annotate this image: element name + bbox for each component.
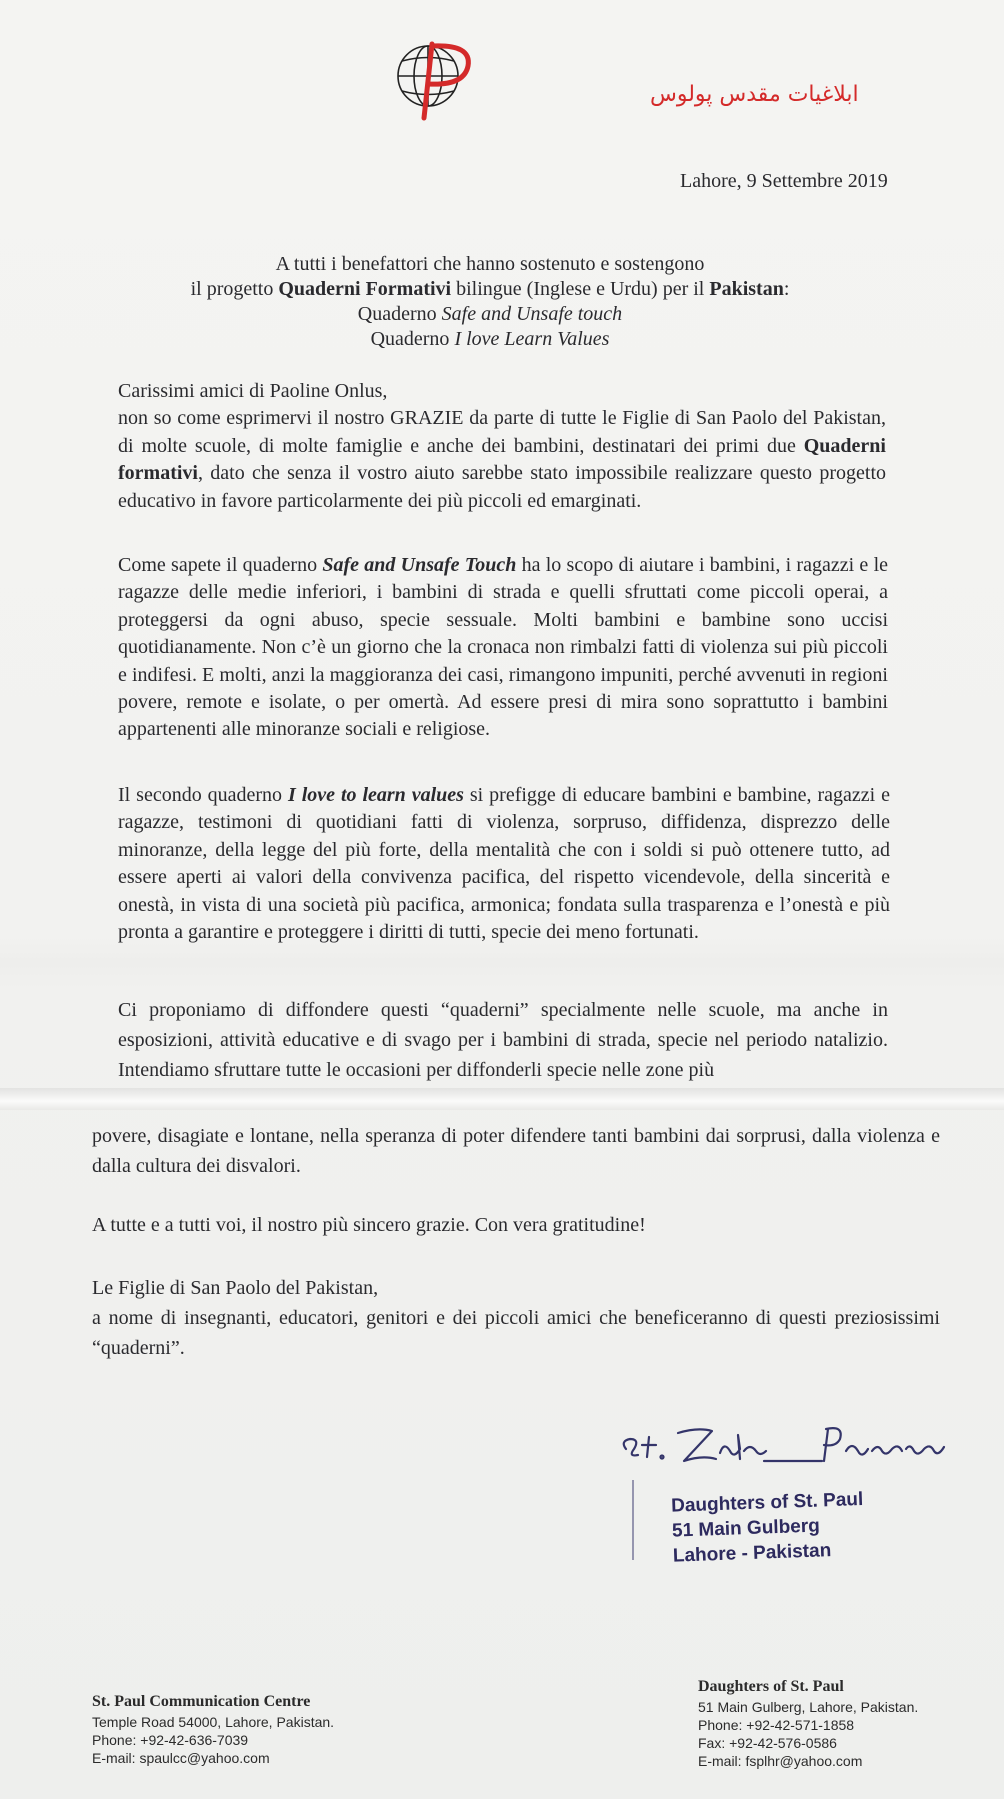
organization-stamp <box>671 1486 883 1568</box>
booklet-title: Safe and Unsafe touch <box>441 303 623 325</box>
paragraph-closing <box>92 1273 940 1363</box>
letterhead-urdu-text: ابلاغیات مقدس پولوس <box>650 82 859 107</box>
footer-left-address <box>92 1693 334 1767</box>
footer-left-email: E-mail: spaulcc@yahoo.com <box>92 1750 270 1766</box>
paragraph-learn-values <box>118 782 890 946</box>
heading-text: : <box>783 278 790 300</box>
footer-right-email: E-mail: fsplhr@yahoo.com <box>698 1753 863 1769</box>
paragraph-text: , dato che senza il vostro aiuto sarebbe stato impossibile realizzare questo progetto educativo in favore particolarmente dei più piccoli ed emarginati. <box>118 462 886 512</box>
footer-right-address <box>698 1678 918 1770</box>
heading-line-1: A tutti i benefattori che hanno sostenuto e sostengono <box>275 253 705 275</box>
paragraph-distribution: Ci proponiamo di diffondere questi “quaderni” specialmente nelle scuole, ma anche in esposizioni, attività educative e di svago per i bambini di strada, specie nel periodo natalizio. Intendiamo sfruttare tutte le occasioni per diffonderli specie nelle zone più <box>118 999 888 1081</box>
emphasis-text: Quaderni formativi <box>118 434 886 485</box>
heading-text: Quaderno <box>370 328 455 350</box>
heading-text: bilingue (Inglese e Urdu) per il <box>451 278 710 300</box>
paragraph-text: ha lo scopo di aiutare i bambini, i ragazzi e le ragazze delle medie inferiori, i bambini di strada e quelli sfruttati come piccoli operai, a proteggersi da ogni abuso, specie sessuale. Molti bambini e bambine sono uccisi quotidianamente. Non c’è un giorno che la cronaca non rimbalzi fatti di violenza sui più piccoli e indifesi. E molti, anzi la maggioranza dei casi, rimangono impuniti, perché avvenuti in regioni povere, remote e isolate, o per omertà. Ad essere presi di mira sono soprattutto i bambini appartenenti alle minoranze sociali e religiose. <box>118 554 888 741</box>
footer-right-phone: Phone: +92-42-571-1858 <box>698 1717 855 1733</box>
footer-left-phone: Phone: +92-42-636-7039 <box>92 1732 249 1748</box>
letter-heading <box>100 252 880 352</box>
footer-left-address-line: Temple Road 54000, Lahore, Pakistan. <box>92 1714 335 1730</box>
paragraph-greeting <box>118 378 886 515</box>
footer-right-fax: Fax: +92-42-576-0586 <box>698 1735 837 1751</box>
country-name: Pakistan <box>709 278 784 300</box>
stamp-line-1: Daughters of St. Paul <box>670 1488 864 1517</box>
heading-text: il progetto <box>190 278 279 300</box>
paragraph-text: si prefigge di educare bambini e bambine, ragazzi e ragazze, testimoni di quotidiani fatti di violenza, sorpruso, diffidenza, disprezzo delle minoranze, della legge del più forte, della mentalità che con i soldi si può ottenere tutto, ad essere aperti ai valori della convivenza pacifica, del rispetto vicendevole, della sincerità e onestà, in vista di una società più pacifica, armonica; fondata sulla trasparenza e l’onestà e più pronta a garantire e proteggere i diritti di tutti, specie dei meno fortunati. <box>118 784 890 944</box>
paragraph-text: non so come esprimervi il nostro GRAZIE da parte di tutte le Figlie di San Paolo del Pakistan, di molte scuole, di molte famiglie e anche dei bambini, destinatari dei primi due <box>118 407 886 457</box>
handwritten-signature <box>616 1405 952 1475</box>
salutation: Carissimi amici di Paoline Onlus, <box>118 380 388 402</box>
heading-line-3 <box>100 302 880 327</box>
letter-date: Lahore, 9 Settembre 2019 <box>680 170 888 192</box>
paragraph-distribution-continued: povere, disagiate e lontane, nella speranza di poter difendere tanti bambini dai sorprusi, dalla violenza e dalla cultura dei disvalori. <box>92 1125 940 1177</box>
letterhead-logo <box>388 36 859 126</box>
paragraph-safe-touch <box>118 552 888 744</box>
heading-line-2 <box>100 277 880 302</box>
paragraph-text: Il secondo quaderno <box>118 784 288 806</box>
heading-line-4 <box>100 327 880 352</box>
stamp-line-3: Lahore - Pakistan <box>672 1540 832 1567</box>
stamp-border <box>632 1480 646 1560</box>
closing-text: a nome di insegnanti, educatori, genitori e dei piccoli amici che beneficeranno di questi preziosissimi “quaderni”. <box>92 1307 940 1359</box>
footer-right-address-line: 51 Main Gulberg, Lahore, Pakistan. <box>698 1699 919 1715</box>
heading-text: Quaderno <box>357 303 442 325</box>
closing-sender: Le Figlie di San Paolo del Pakistan, <box>92 1277 379 1299</box>
project-name: Quaderni Formativi <box>278 278 452 300</box>
paper-fold <box>0 1088 1004 1110</box>
footer-right-title: Daughters of St. Paul <box>698 1678 844 1695</box>
emphasis-text: I love to learn values <box>287 784 464 806</box>
booklet-title: I love Learn Values <box>454 328 610 350</box>
footer-left-title: St. Paul Communication Centre <box>92 1693 311 1710</box>
p-monogram-icon <box>424 44 468 118</box>
paragraph-text: Come sapete il quaderno <box>118 554 323 576</box>
paragraph-thanks: A tutte e a tutti voi, il nostro più sincero grazie. Con vera gratitudine! <box>92 1214 646 1236</box>
stamp-line-2: 51 Main Gulberg <box>671 1515 821 1542</box>
emphasis-text: Safe and Unsafe Touch <box>322 554 517 576</box>
